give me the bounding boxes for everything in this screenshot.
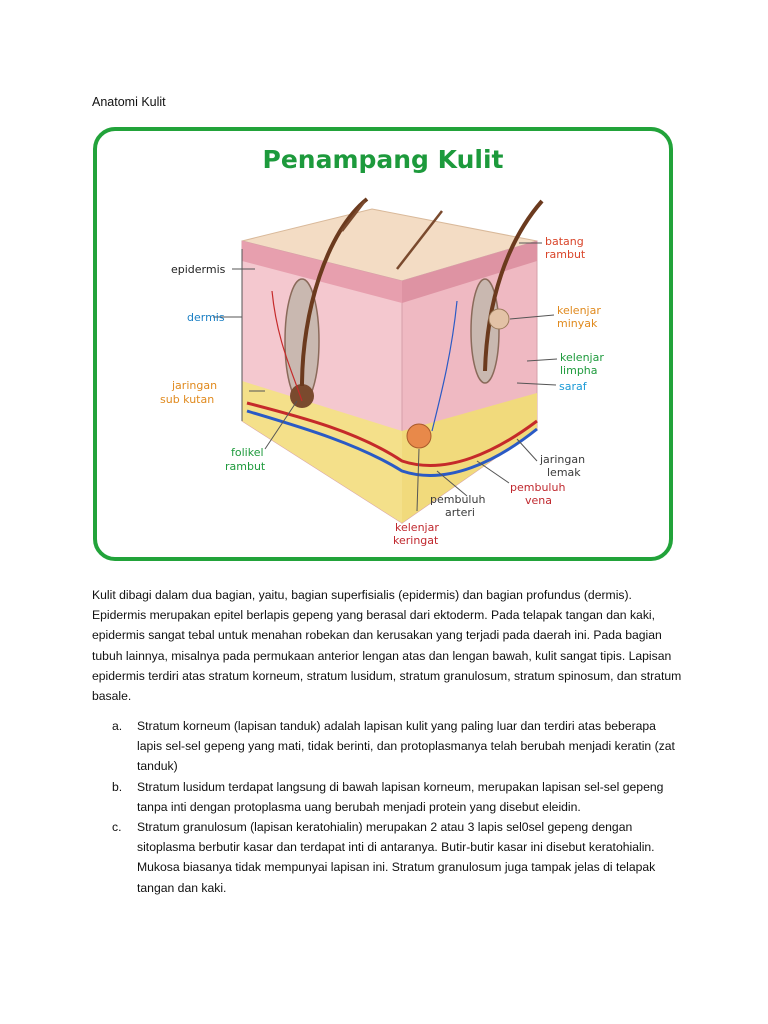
label-kelenjar-keringat-2: keringat bbox=[393, 534, 439, 547]
label-kelenjar-minyak-1: kelenjar bbox=[557, 304, 601, 317]
list-marker: a. bbox=[112, 719, 123, 733]
label-kelenjar-limpha-1: kelenjar bbox=[560, 351, 604, 364]
label-pembuluh-vena-2: vena bbox=[525, 494, 552, 507]
label-dermis: dermis bbox=[187, 311, 225, 324]
label-kelenjar-keringat-1: kelenjar bbox=[395, 521, 439, 534]
list-item-text: Stratum granulosum (lapisan keratohialin) merupakan 2 atau 3 lapis sel0sel gepeng dengan sitoplasma berbutir kasar dan terdapat inti di antaranya. Butir-butir kasar ini disebut keratohialin. Mukosa biasanya tidak mempunyai lapisan ini. Stratum granulosum juga tampak jelas di telapak tangan dan kaki. bbox=[137, 820, 656, 895]
list-item-text: Stratum korneum (lapisan tanduk) adalah lapisan kulit yang paling luar dan terdiri atas beberapa lapis sel-sel gepeng yang mati, tidak berinti, dan protoplasmanya telah berubah menjadi keratin (zat tanduk) bbox=[137, 719, 675, 774]
strata-list bbox=[92, 716, 682, 898]
label-jaringan-lemak-2: lemak bbox=[547, 466, 581, 479]
label-epidermis: epidermis bbox=[171, 263, 226, 276]
label-saraf: saraf bbox=[559, 380, 587, 393]
label-kelenjar-limpha-2: limpha bbox=[560, 364, 598, 377]
intro-paragraph: Kulit dibagi dalam dua bagian, yaitu, bagian superfisialis (epidermis) dan bagian profundus (dermis). Epidermis merupakan epitel berlapis gepeng yang berasal dari ektoderm. Pada telapak tangan dan kaki, epidermis sangat tebal untuk menahan robekan dan kerusakan yang terjadi pada daerah ini. Pada bagian tubuh lainnya, misalnya pada permukaan anterior lengan atas dan lengan bawah, kulit sangat tipis. Lapisan epidermis terdiri atas stratum korneum, stratum lusidum, stratum granulosum, stratum spinosum, dan stratum basale. bbox=[92, 588, 682, 704]
label-jaringan-sub-kutan-2: sub kutan bbox=[160, 393, 215, 406]
label-pembuluh-arteri-2: arteri bbox=[445, 506, 475, 519]
list-item bbox=[92, 716, 682, 777]
label-pembuluh-vena-1: pembuluh bbox=[510, 481, 566, 494]
label-kelenjar-minyak-2: minyak bbox=[557, 317, 598, 330]
list-item-text: Stratum lusidum terdapat langsung di bawah lapisan korneum, merupakan lapisan sel-sel gepeng tanpa inti dengan protoplasma uang berubah menjadi protein yang disebut eleidin. bbox=[137, 779, 664, 814]
label-jaringan-lemak-1: jaringan bbox=[540, 453, 586, 466]
list-marker: b. bbox=[112, 779, 123, 794]
list-marker: c. bbox=[112, 820, 122, 835]
label-batang-rambut-1: batang bbox=[545, 235, 584, 248]
list-item bbox=[92, 777, 682, 817]
list-item bbox=[92, 817, 682, 898]
label-pembuluh-arteri-1: pembuluh bbox=[430, 493, 486, 506]
label-folikel-rambut-2: rambut bbox=[225, 460, 266, 473]
label-jaringan-sub-kutan-1: jaringan bbox=[172, 379, 218, 392]
label-folikel-rambut-1: folikel bbox=[231, 446, 264, 459]
skin-cross-section-illustration bbox=[97, 131, 669, 557]
label-batang-rambut-2: rambut bbox=[545, 248, 586, 261]
figure-title: Penampang Kulit bbox=[262, 145, 504, 174]
page-heading: Anatomi Kulit bbox=[92, 95, 166, 109]
skin-diagram-figure bbox=[93, 127, 673, 561]
